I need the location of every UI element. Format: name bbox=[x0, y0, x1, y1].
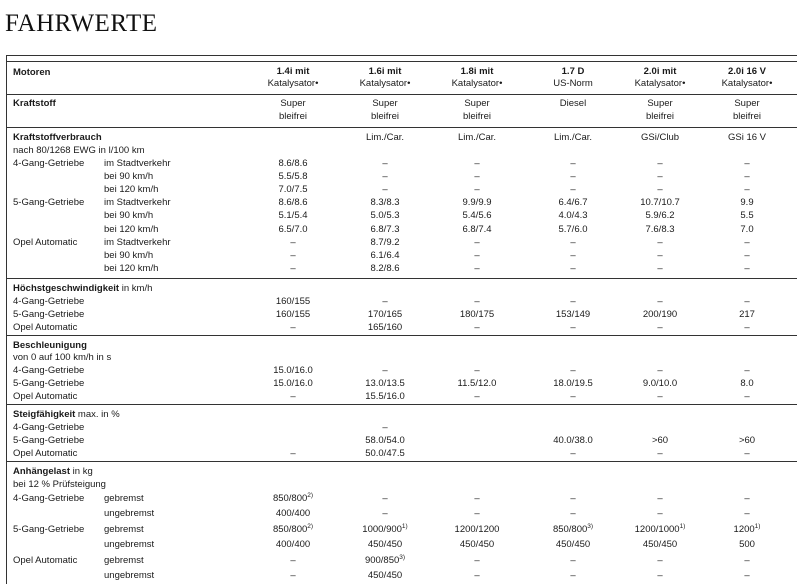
verbrauch-row-1-cell-1: 8.6/8.6 bbox=[278, 158, 308, 169]
hoechst-row-1-cell-2: – bbox=[382, 296, 388, 307]
anhaenge-row-5-cell-3: – bbox=[474, 554, 480, 566]
hoechst-row-2-cell-2: 170/165 bbox=[367, 309, 403, 321]
beschl-row-2-cell-3: 11.5/12.0 bbox=[457, 378, 497, 390]
engine-spec-3: Katalysator• bbox=[451, 78, 503, 89]
anhaenge-row-1-cell-3: – bbox=[474, 493, 480, 504]
beschl-row-2-cell-6: 8.0 bbox=[740, 378, 754, 390]
verbrauch-row-3-cell-6: – bbox=[744, 184, 750, 196]
anhaenge-row-6-cell-6: – bbox=[744, 570, 750, 582]
fuel-note-5: bleifrei bbox=[646, 111, 674, 122]
section-subtitle: von 0 auf 100 km/h in s bbox=[13, 352, 112, 363]
anhaenge-row-4-cell-2: 450/450 bbox=[367, 539, 403, 551]
anhaenge-row-1-cell-2: – bbox=[382, 493, 388, 504]
fuel-note-1: bleifrei bbox=[279, 111, 307, 122]
verbrauch-row-2-cell-1: 5.5/5.8 bbox=[278, 171, 308, 183]
beschl-row-1-cell-6: – bbox=[744, 365, 750, 376]
anhaenge-row-2-cell-4: – bbox=[570, 508, 576, 520]
row-condition: ungebremst bbox=[104, 508, 155, 520]
row-condition: bei 90 km/h bbox=[104, 249, 154, 261]
data-table bbox=[6, 55, 797, 584]
verbrauch-row-9-cell-5: – bbox=[657, 262, 663, 274]
hoechst-row-2-cell-3: 180/175 bbox=[459, 309, 495, 321]
section-subtitle: bei 12 % Prüfsteigung bbox=[13, 479, 106, 490]
anhaenge-row-3-cell-3: 1200/1200 bbox=[454, 523, 500, 535]
fuel-type-2: Super bbox=[372, 98, 398, 109]
verbrauch-row-3-cell-4: – bbox=[570, 184, 576, 196]
verbrauch-row-9-cell-3: – bbox=[474, 262, 480, 274]
fuel-header bbox=[7, 94, 797, 127]
section-title-unit: in km/h bbox=[119, 283, 153, 294]
row-condition: gebremst bbox=[104, 554, 144, 566]
row-condition: bei 90 km/h bbox=[104, 171, 154, 183]
anhaenge-row-3-cell-5: 1200/1000$^{1)}$ bbox=[634, 522, 686, 535]
engine-spec-1: Katalysator• bbox=[267, 78, 319, 89]
verbrauch-row-5-cell-3: 5.4/5.6 bbox=[462, 210, 492, 222]
verbrauch-row-6-cell-5: 7.6/8.3 bbox=[645, 223, 675, 235]
footnote-mark: 1) bbox=[401, 522, 408, 530]
steig-row-2-cell-2: 58.0/54.0 bbox=[365, 435, 405, 447]
beschl-row-1-cell-2: – bbox=[382, 365, 388, 376]
section-title-unit: in kg bbox=[70, 466, 93, 477]
section-title bbox=[13, 409, 120, 421]
hoechst-row-1-cell-1: 160/155 bbox=[275, 296, 311, 307]
verbrauch-row-7-cell-2: 8.7/9.2 bbox=[370, 236, 400, 248]
engine-spec-6: Katalysator• bbox=[721, 78, 773, 89]
anhaenge-row-3-cell-1: 850/800$^{2)}$ bbox=[272, 522, 314, 535]
verbrauch-row-4-cell-5: 10.7/10.7 bbox=[640, 197, 680, 209]
engine-name-5: 2.0i mit bbox=[643, 66, 677, 77]
fuel-note-6: bleifrei bbox=[733, 111, 761, 122]
engine-spec-4: US-Norm bbox=[553, 78, 593, 89]
row-label: 4-Gang-Getriebe bbox=[13, 158, 85, 169]
section-verbrauch bbox=[7, 127, 797, 278]
anhaenge-row-4-cell-6: 500 bbox=[739, 539, 755, 551]
anhaenge-row-4-cell-5: 450/450 bbox=[642, 539, 678, 551]
engine-spec-5: Katalysator• bbox=[634, 78, 686, 89]
beschl-row-1-cell-3: – bbox=[474, 365, 480, 376]
fuel-note-2: bleifrei bbox=[371, 111, 399, 122]
hoechst-row-3-cell-3: – bbox=[474, 322, 480, 334]
verbrauch-row-9-cell-6: – bbox=[744, 262, 750, 274]
verbrauch-row-1-cell-4: – bbox=[570, 158, 576, 169]
beschl-row-2-cell-2: 13.0/13.5 bbox=[365, 378, 405, 390]
row-condition: bei 120 km/h bbox=[104, 223, 159, 235]
verbrauch-row-8-cell-3: – bbox=[474, 249, 480, 261]
verbrauch-row-7-cell-4: – bbox=[570, 236, 576, 248]
row-condition: ungebremst bbox=[104, 570, 155, 582]
row-label: 4-Gang-Getriebe bbox=[13, 365, 85, 376]
footnote-mark: 1) bbox=[754, 522, 761, 530]
verbrauch-row-4-cell-3: 9.9/9.9 bbox=[462, 197, 492, 209]
beschl-row-3-cell-3: – bbox=[474, 391, 480, 403]
row-label: 5-Gang-Getriebe bbox=[13, 435, 85, 447]
section-title-unit: max. in % bbox=[75, 409, 120, 420]
hoechst-row-2-cell-6: 217 bbox=[739, 309, 755, 321]
row-condition: im Stadtverkehr bbox=[104, 236, 171, 248]
verbrauch-row-4-cell-4: 6.4/6.7 bbox=[558, 197, 588, 209]
anhaenge-row-1-cell-1: 850/800$^{2)}$ bbox=[272, 491, 314, 504]
section-title-label: Steigfähigkeit bbox=[13, 409, 76, 420]
steig-row-3-cell-6: – bbox=[744, 448, 750, 460]
row-label: Opel Automatic bbox=[13, 322, 78, 334]
hoechst-row-3-cell-5: – bbox=[657, 322, 663, 334]
beschl-row-3-cell-2: 15.5/16.0 bbox=[365, 391, 405, 403]
steig-row-3-cell-5: – bbox=[657, 448, 663, 460]
verbrauch-row-9-cell-1: – bbox=[290, 262, 296, 274]
section-beschleunigung bbox=[7, 335, 797, 404]
hoechst-row-1-cell-3: – bbox=[474, 296, 480, 307]
footnote-mark: 2) bbox=[307, 522, 314, 530]
beschl-row-3-cell-5: – bbox=[657, 391, 663, 403]
verbrauch-row-5-cell-6: 5.5 bbox=[740, 210, 754, 222]
verbrauch-row-2-cell-6: – bbox=[744, 171, 750, 183]
section-title bbox=[13, 283, 152, 295]
engine-name-3: 1.8i mit bbox=[460, 66, 494, 77]
hoechst-row-3-cell-1: – bbox=[290, 322, 296, 334]
verbrauch-row-2-cell-4: – bbox=[570, 171, 576, 183]
verbrauch-row-6-cell-2: 6.8/7.3 bbox=[370, 223, 400, 235]
row-condition: im Stadtverkehr bbox=[104, 197, 171, 209]
anhaenge-row-3-cell-2: 1000/900$^{1)}$ bbox=[362, 522, 408, 535]
verbrauch-row-5-cell-1: 5.1/5.4 bbox=[278, 210, 308, 222]
verbrauch-row-1-cell-3: – bbox=[474, 158, 480, 169]
anhaenge-row-4-cell-1: 400/400 bbox=[275, 539, 311, 551]
fuel-note-3: bleifrei bbox=[463, 111, 491, 122]
row-label: 5-Gang-Getriebe bbox=[13, 523, 85, 535]
anhaenge-row-2-cell-1: 400/400 bbox=[275, 508, 311, 520]
section-title: Beschleunigung bbox=[13, 340, 87, 351]
footnote-mark: 3) bbox=[587, 522, 594, 530]
row-label: Opel Automatic bbox=[13, 448, 78, 460]
engine-spec-2: Katalysator• bbox=[359, 78, 411, 89]
section-title bbox=[13, 466, 93, 478]
anhaenge-row-6-cell-5: – bbox=[657, 570, 663, 582]
row-condition: ungebremst bbox=[104, 539, 155, 551]
row-condition: bei 90 km/h bbox=[104, 210, 154, 222]
verbrauch-row-6-cell-4: 5.7/6.0 bbox=[558, 223, 588, 235]
verbrauch-row-1-cell-5: – bbox=[657, 158, 663, 169]
anhaenge-row-2-cell-6: – bbox=[744, 508, 750, 520]
verbrauch-row-9-cell-2: 8.2/8.6 bbox=[370, 262, 400, 274]
footnote-mark: 3) bbox=[399, 553, 406, 561]
anhaenge-row-1-cell-5: – bbox=[657, 493, 663, 504]
steig-row-2-cell-6: >60 bbox=[738, 435, 756, 447]
anhaenge-row-6-cell-1: – bbox=[290, 570, 296, 582]
anhaenge-row-5-cell-6: – bbox=[744, 554, 750, 566]
section-subtitle: nach 80/1268 EWG in l/100 km bbox=[13, 145, 145, 156]
beschl-row-2-cell-5: 9.0/10.0 bbox=[642, 378, 678, 390]
row-label: 5-Gang-Getriebe bbox=[13, 197, 85, 209]
anhaenge-row-5-cell-4: – bbox=[570, 554, 576, 566]
section-steigfaehigkeit bbox=[7, 404, 797, 461]
verbrauch-row-3-cell-2: – bbox=[382, 184, 388, 196]
verbrauch-row-8-cell-1: – bbox=[290, 249, 296, 261]
anhaenge-row-1-cell-4: – bbox=[570, 493, 576, 504]
verbrauch-row-8-cell-2: 6.1/6.4 bbox=[370, 249, 400, 261]
anhaenge-row-4-cell-4: 450/450 bbox=[555, 539, 591, 551]
footnote-mark: 2) bbox=[307, 491, 314, 499]
fuel-type-1: Super bbox=[280, 98, 306, 109]
row-label: 5-Gang-Getriebe bbox=[13, 378, 85, 390]
verbrauch-row-3-cell-3: – bbox=[474, 184, 480, 196]
verbrauch-row-2-cell-5: – bbox=[657, 171, 663, 183]
verbrauch-row-9-cell-4: – bbox=[570, 262, 576, 274]
verbrauch-row-2-cell-3: – bbox=[474, 171, 480, 183]
verbrauch-row-8-cell-4: – bbox=[570, 249, 576, 261]
anhaenge-row-5-cell-5: – bbox=[657, 554, 663, 566]
kraftstoff-label: Kraftstoff bbox=[13, 98, 56, 109]
row-label: Opel Automatic bbox=[13, 554, 78, 566]
anhaenge-row-6-cell-2: 450/450 bbox=[367, 570, 403, 582]
engine-name-6: 2.0i 16 V bbox=[727, 66, 767, 77]
beschl-row-1-cell-4: – bbox=[570, 365, 576, 376]
verbrauch-row-4-cell-6: 9.9 bbox=[740, 197, 754, 209]
anhaenge-row-3-cell-6: 1200$^{1)}$ bbox=[733, 522, 761, 535]
hoechst-row-3-cell-2: 165/160 bbox=[367, 322, 403, 334]
variant-2: Lim./Car. bbox=[365, 132, 405, 143]
hoechst-row-3-cell-4: – bbox=[570, 322, 576, 334]
anhaenge-row-2-cell-5: – bbox=[657, 508, 663, 520]
beschl-row-1-cell-5: – bbox=[657, 365, 663, 376]
steig-row-1-cell-2: – bbox=[382, 422, 388, 433]
beschl-row-3-cell-6: – bbox=[744, 391, 750, 403]
beschl-row-2-cell-4: 18.0/19.5 bbox=[553, 378, 593, 390]
row-condition: bei 120 km/h bbox=[104, 262, 159, 274]
hoechst-row-3-cell-6: – bbox=[744, 322, 750, 334]
verbrauch-row-6-cell-3: 6.8/7.4 bbox=[462, 223, 492, 235]
verbrauch-row-7-cell-5: – bbox=[657, 236, 663, 248]
engine-name-4: 1.7 D bbox=[561, 66, 585, 77]
verbrauch-row-3-cell-5: – bbox=[657, 184, 663, 196]
section-title-label: Anhängelast bbox=[13, 466, 71, 477]
row-label: 5-Gang-Getriebe bbox=[13, 309, 85, 321]
verbrauch-row-6-cell-6: 7.0 bbox=[740, 223, 754, 235]
steig-row-3-cell-2: 50.0/47.5 bbox=[365, 448, 405, 460]
verbrauch-row-7-cell-1: – bbox=[290, 236, 296, 248]
page-title: FAHRWERTE bbox=[5, 10, 158, 37]
hoechst-row-2-cell-5: 200/190 bbox=[642, 309, 678, 321]
steig-row-2-cell-5: >60 bbox=[651, 435, 669, 447]
verbrauch-row-8-cell-5: – bbox=[657, 249, 663, 261]
hoechst-row-2-cell-1: 160/155 bbox=[275, 309, 311, 321]
verbrauch-row-6-cell-1: 6.5/7.0 bbox=[278, 223, 308, 235]
row-condition: gebremst bbox=[104, 493, 144, 504]
verbrauch-row-8-cell-6: – bbox=[744, 249, 750, 261]
verbrauch-row-3-cell-1: 7.0/7.5 bbox=[278, 184, 308, 196]
hoechst-row-1-cell-5: – bbox=[657, 296, 663, 307]
steig-row-2-cell-4: 40.0/38.0 bbox=[553, 435, 593, 447]
verbrauch-row-1-cell-6: – bbox=[744, 158, 750, 169]
section-title: Kraftstoffverbrauch bbox=[13, 132, 102, 143]
variant-6: GSi 16 V bbox=[727, 132, 767, 143]
fuel-type-5: Super bbox=[647, 98, 673, 109]
section-hoechstgeschwindigkeit bbox=[7, 278, 797, 335]
engine-name-1: 1.4i mit bbox=[276, 66, 310, 77]
section-title-label: Höchstgeschwindigkeit bbox=[13, 283, 120, 294]
anhaenge-row-6-cell-3: – bbox=[474, 570, 480, 582]
variant-5: GSi/Club bbox=[640, 132, 680, 143]
hoechst-row-1-cell-4: – bbox=[570, 296, 576, 307]
anhaenge-row-4-cell-3: 450/450 bbox=[459, 539, 495, 551]
row-condition: im Stadtverkehr bbox=[104, 158, 171, 169]
verbrauch-row-7-cell-6: – bbox=[744, 236, 750, 248]
verbrauch-row-4-cell-1: 8.6/8.6 bbox=[278, 197, 308, 209]
verbrauch-row-5-cell-5: 5.9/6.2 bbox=[645, 210, 675, 222]
verbrauch-row-5-cell-4: 4.0/4.3 bbox=[558, 210, 588, 222]
row-label: 4-Gang-Getriebe bbox=[13, 493, 85, 504]
row-label: Opel Automatic bbox=[13, 391, 78, 403]
anhaenge-row-5-cell-2: 900/850$^{3)}$ bbox=[364, 553, 406, 566]
hoechst-row-2-cell-4: 153/149 bbox=[555, 309, 591, 321]
anhaenge-row-1-cell-6: – bbox=[744, 493, 750, 504]
anhaenge-row-2-cell-2: – bbox=[382, 508, 388, 520]
footnote-mark: 1) bbox=[679, 522, 686, 530]
row-label: 4-Gang-Getriebe bbox=[13, 422, 85, 433]
hoechst-row-1-cell-6: – bbox=[744, 296, 750, 307]
beschl-row-1-cell-1: 15.0/16.0 bbox=[273, 365, 313, 376]
engine-name-2: 1.6i mit bbox=[368, 66, 402, 77]
anhaenge-row-6-cell-4: – bbox=[570, 570, 576, 582]
motoren-label: Motoren bbox=[13, 67, 51, 78]
section-anhaengelast bbox=[7, 461, 797, 585]
anhaenge-row-5-cell-1: – bbox=[290, 554, 296, 566]
anhaenge-row-3-cell-4: 850/800$^{3)}$ bbox=[552, 522, 594, 535]
row-condition: bei 120 km/h bbox=[104, 184, 159, 196]
fuel-type-4: Diesel bbox=[559, 98, 587, 109]
steig-row-3-cell-1: – bbox=[290, 448, 296, 460]
beschl-row-2-cell-1: 15.0/16.0 bbox=[273, 378, 313, 390]
fuel-type-3: Super bbox=[464, 98, 490, 109]
beschl-row-3-cell-1: – bbox=[290, 391, 296, 403]
variant-3: Lim./Car. bbox=[457, 132, 497, 143]
row-label: 4-Gang-Getriebe bbox=[13, 296, 85, 307]
anhaenge-row-2-cell-3: – bbox=[474, 508, 480, 520]
fuel-type-6: Super bbox=[734, 98, 760, 109]
variant-4: Lim./Car. bbox=[553, 132, 593, 143]
verbrauch-row-1-cell-2: – bbox=[382, 158, 388, 169]
verbrauch-row-4-cell-2: 8.3/8.3 bbox=[370, 197, 400, 209]
beschl-row-3-cell-4: – bbox=[570, 391, 576, 403]
verbrauch-row-5-cell-2: 5.0/5.3 bbox=[370, 210, 400, 222]
row-label: Opel Automatic bbox=[13, 236, 78, 248]
steig-row-3-cell-4: – bbox=[570, 448, 576, 460]
verbrauch-row-7-cell-3: – bbox=[474, 236, 480, 248]
verbrauch-row-2-cell-2: – bbox=[382, 171, 388, 183]
row-condition: gebremst bbox=[104, 523, 144, 535]
engines-header bbox=[7, 61, 797, 94]
